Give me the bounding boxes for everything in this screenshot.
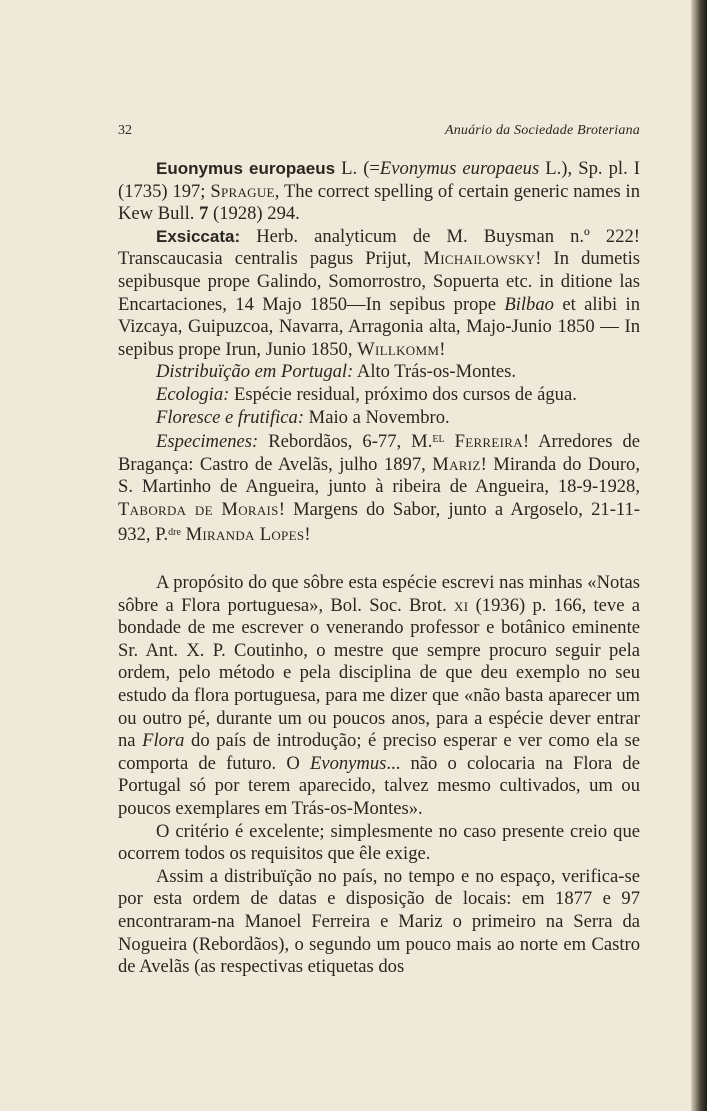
body-paragraph-3: Assim a distribuïção no país, no tempo e no espaço, verifica-se por esta ordem de datas e disposição de locais: em 1877 e 97 encontraram-na Manoel Ferreira e Mariz o primeiro na Serra da Nogueira (Rebordãos), o segundo um pouco mais ao norte em Castro de Avelãs (as respectivas etiquetas dos: [118, 865, 640, 978]
ecology-line: Ecologia: Espécie residual, próximo dos cursos de água.: [156, 383, 577, 405]
flowering-line: Floresce e frutifica: Maio a Novembro.: [156, 406, 450, 428]
section-gap: [118, 546, 640, 572]
journal-title: Anuário da Sociedade Broteriana: [444, 123, 640, 138]
synonym-name: Evonymus europaeus: [379, 158, 540, 179]
species-name: Euonymus europaeus: [156, 159, 336, 178]
body-paragraph-1: A propósito do que sôbre esta espécie escrevi nas minhas «Notas sôbre a Flora portuguesa», Bol. Soc. Brot. xi (1936) p. 166, teve a bondade de me escrever o venerando professor e botânico eminente Sr. Ant. X. P. Coutinho, o mestre que sempre procuro seguir pela ordem, pelo método e pela disciplina de que deu exemplo no seu estudo da flora portuguesa, para me dizer que «não basta aparecer um ou outro pé, durante um ou poucos anos, para a espécie dever entrar na Flora do país de introdução; é preciso esperar e ver como ela se comporta de futuro. O Evonymus... não o colocaria na Flora de Portugal só por terem aparecido, talvez mesmo cultivados, um ou poucos exemplares em Trás-os-Montes».: [118, 572, 640, 820]
specimens-paragraph: Especimenes: Rebordãos, 6-77, M.$^{EL}$ Ferreira! Arredores de Bragança: Castro de Avelãs, julho 1897, Mariz! Miranda do Douro, S. Martinho de Angueira, junto à ribeira de Angueira, 18-9-1928, Taborda de Morais! Margens do Sabor, junto a Argoselo, 21-11-932, P.$^{dre}$ Miranda Lopes!: [118, 431, 640, 545]
exsiccata-paragraph: Exsiccata: Herb. analyticum de M. Buysman n.º 222! Transcaucasia centralis pagus Prijut, Michailowsky! In dumetis sepibusque prope Galindo, Somorrostro, Sopuerta etc. in ditione las Encartaciones, 14 Majo 1850—In sepibus prope Bilbao et alibi in Vizcaya, Guipuzcoa, Navarra, Arragonia alta, Majo-Junio 1850 — In sepibus prope Irun, Junio 1850, Willkomm!: [118, 225, 640, 360]
body-paragraph-2: O critério é excelente; simplesmente no caso presente creio que ocorrem todos os requisitos que êle exige.: [118, 820, 640, 865]
exsiccata-label: Exsiccata:: [156, 226, 241, 246]
species-entry: Euonymus europaeus L. (=Evonymus europaeus L.), Sp. pl. I (1735) 197; Sprague, The correct spelling of certain generic names in Kew Bull. 7 (1928) 294.: [118, 158, 641, 225]
page-edge-shadow: [691, 0, 707, 1111]
running-head: [118, 118, 640, 140]
page-number: 32: [118, 123, 132, 138]
text-block: [118, 118, 640, 979]
distribution-line: Distribuïção em Portugal: Alto Trás-os-Montes.: [156, 361, 517, 383]
